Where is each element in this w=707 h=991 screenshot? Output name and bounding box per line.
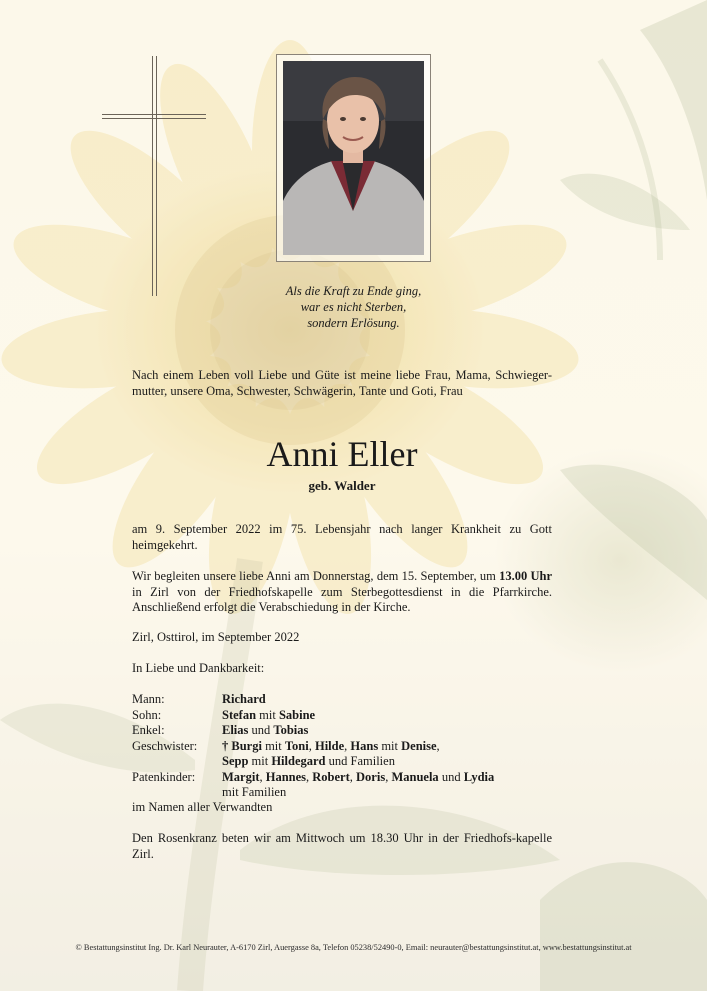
family-list — [132, 692, 562, 801]
footer-credit: © Bestattungsinstitut Ing. Dr. Karl Neurauter, A-6170 Zirl, Auergasse 8a, Telefon 05238/52490-0, Email: neurauter@bestattungsinstitut.at, www.bestattungsinstitut.at — [75, 943, 632, 952]
rosary-text: Den Rosenkranz beten wir am Mittwoch um 18.30 Uhr in der Friedhofs-kapelle Zirl. — [132, 831, 552, 861]
family-row-patenkinder: Patenkinder: Margit, Hannes, Robert, Doris, Manuela und Lydia mit Familien — [132, 769, 495, 799]
family-row-sohn: Sohn: Stefan mit Sabine — [132, 707, 316, 722]
portrait-illustration — [283, 61, 424, 255]
portrait-frame — [276, 54, 431, 262]
family-row-geschwister: Geschwister: † Burgi mit Toni, Hilde, Hans mit Denise, Sepp mit Hildegard und Familien — [132, 738, 440, 768]
relatives-text: im Namen aller Verwandten — [132, 800, 273, 814]
cross-icon — [102, 56, 206, 296]
place-date: Zirl, Osttirol, im September 2022 — [132, 630, 300, 644]
passing-text: am 9. September 2022 im 75. Lebensjahr nach langer Krankheit zu Gott heimgekehrt. — [132, 522, 552, 552]
intro-text: Nach einem Leben voll Liebe und Güte ist meine liebe Frau, Mama, Schwieger-mutter, unsere Oma, Schwester, Schwägerin, Tante und Goti, Frau — [132, 368, 552, 398]
maiden-name: geb. Walder — [308, 478, 376, 493]
cross-symbol: † — [222, 738, 229, 753]
memorial-quote: Als die Kraft zu Ende ging, war es nicht Sterben, sondern Erlösung. — [285, 284, 422, 330]
deceased-name: Anni Eller — [266, 434, 418, 474]
family-row-mann: Mann: Richard — [132, 692, 266, 706]
family-row-enkel: Enkel: Elias und Tobias — [132, 723, 309, 737]
thanks-text: In Liebe und Dankbarkeit: — [132, 661, 265, 675]
portrait-photo — [283, 61, 424, 255]
funeral-text: Wir begleiten unsere liebe Anni am Donnerstag, dem 15. September, um 13.00 Uhr in Zirl von der Friedhofskapelle zum Sterbegottesdienst in die Pfarrkirche. Anschließend erfolgt die Verabschiedung in der Kirche. — [132, 569, 552, 614]
